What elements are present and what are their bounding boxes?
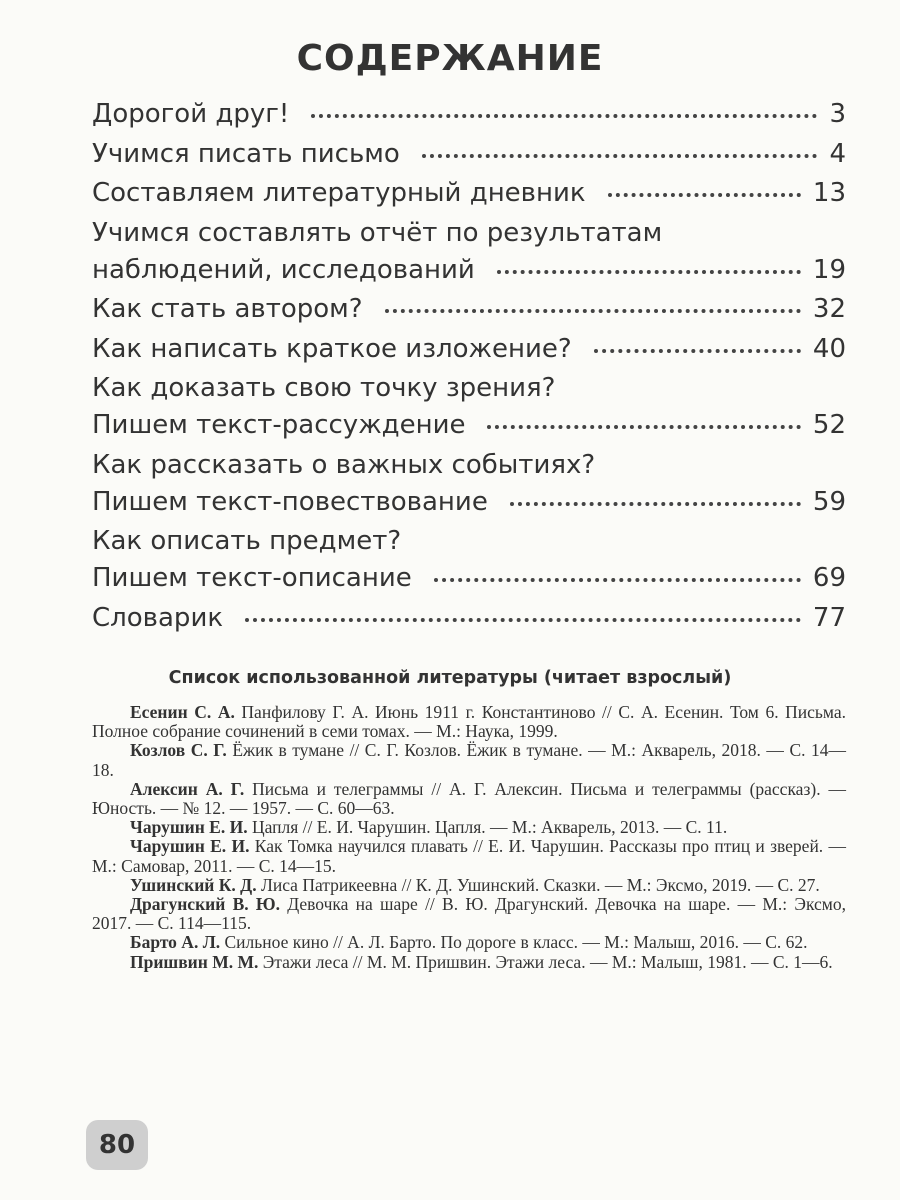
- toc-entry[interactable]: [92, 96, 846, 133]
- toc-page-number: 69: [812, 563, 846, 593]
- bibliography-item: [92, 818, 846, 837]
- toc-page-number: 32: [812, 294, 846, 324]
- bibliography-author: Есенин С. А.: [130, 702, 235, 722]
- toc-entry[interactable]: [92, 215, 846, 289]
- toc-entry-title: Как доказать свою точку зрения?: [92, 373, 556, 403]
- toc-entry-title: Как рассказать о важных событиях?: [92, 449, 596, 480]
- bibliography-item: [92, 895, 846, 933]
- toc-entry-title: Как написать краткое изложение?: [92, 333, 572, 364]
- toc-entry-title: Пишем текст-повествование: [92, 486, 488, 517]
- bibliography-heading: Список использованной литературы (читает взрослый): [168, 668, 732, 688]
- toc-page-number: 59: [812, 486, 846, 517]
- toc-line: [92, 175, 846, 212]
- bibliography-author: Алексин А. Г.: [130, 778, 245, 799]
- toc-entry-title: Пишем текст-описание: [92, 563, 412, 593]
- bibliography-list: [92, 703, 846, 972]
- toc-entry[interactable]: [92, 175, 846, 212]
- dot-leader: [385, 309, 801, 313]
- table-of-contents: [92, 96, 846, 639]
- dot-leader: [510, 502, 801, 506]
- toc-line: [92, 407, 846, 444]
- dot-leader: [608, 193, 801, 197]
- toc-entry[interactable]: [92, 447, 846, 521]
- toc-page-number: 40: [812, 333, 846, 364]
- toc-entry[interactable]: [92, 523, 846, 597]
- bibliography-text: Цапля // Е. И. Чарушин. Цапля. — М.: Акварель, 2013. — С. 11.: [251, 817, 728, 838]
- toc-line: [92, 291, 846, 328]
- toc-line: [92, 215, 846, 252]
- dot-leader: [422, 154, 818, 158]
- toc-entry[interactable]: [92, 291, 846, 328]
- toc-entry[interactable]: [92, 136, 846, 173]
- toc-entry[interactable]: [92, 370, 846, 444]
- dot-leader: [311, 114, 817, 118]
- toc-entry-title: Дорогой друг!: [92, 99, 290, 129]
- dot-leader: [434, 578, 801, 582]
- toc-line: [92, 96, 846, 133]
- toc-entry-title: Учимся составлять отчёт по результатам: [92, 217, 663, 248]
- bibliography-author: Чарушин Е. И.: [130, 817, 248, 838]
- bibliography-author: Барто А. Л.: [130, 932, 221, 953]
- toc-entry-title: Как стать автором?: [92, 294, 363, 324]
- toc-line: [92, 600, 846, 637]
- toc-page-number: 52: [812, 410, 846, 440]
- toc-line: [92, 136, 846, 173]
- bibliography-item: [92, 933, 846, 952]
- toc-entry-title: Пишем текст-рассуждение: [92, 410, 466, 440]
- toc-page-number: 13: [812, 178, 846, 208]
- toc-entry-title: наблюдений, исследований: [92, 254, 475, 285]
- toc-entry-title: Учимся писать письмо: [92, 138, 400, 169]
- toc-line: [92, 331, 846, 368]
- page-title: СОДЕРЖАНИЕ: [296, 38, 604, 79]
- page-number-badge: 80: [86, 1120, 148, 1170]
- toc-line: [92, 252, 846, 289]
- dot-leader: [497, 270, 801, 274]
- toc-line: [92, 484, 846, 521]
- bibliography-text: Этажи леса // М. М. Пришвин. Этажи леса. — М.: Малыш, 1981. — С. 1—6.: [262, 951, 833, 972]
- bibliography-author: Ушинский К. Д.: [130, 874, 257, 895]
- bibliography-text: Письма и телеграммы // А. Г. Алексин. Письма и телеграммы (рассказ). — Юность. — № 12. — 1957. — С. 60—63.: [92, 778, 847, 819]
- bibliography-text: Сильное кино // А. Л. Барто. По дороге в класс. — М.: Малыш, 2016. — С. 62.: [224, 932, 808, 953]
- dot-leader: [487, 425, 800, 429]
- toc-entry-title: Словарик: [92, 602, 224, 633]
- bibliography-item: [92, 703, 846, 741]
- bibliography-item: [92, 741, 846, 779]
- bibliography-author: Драгунский В. Ю.: [130, 894, 280, 915]
- bibliography-text: Ёжик в тумане // С. Г. Козлов. Ёжик в тумане. — М.: Акварель, 2018. — С. 14—18.: [92, 740, 847, 780]
- bibliography-author: Козлов С. Г.: [130, 740, 227, 761]
- bibliography-author: Пришвин М. М.: [130, 951, 259, 972]
- toc-entry[interactable]: [92, 600, 846, 637]
- toc-page-number: 4: [829, 138, 846, 169]
- toc-line: [92, 560, 846, 597]
- bibliography-author: Чарушин Е. И.: [130, 836, 250, 857]
- toc-line: [92, 523, 846, 560]
- bibliography-text: Девочка на шаре // В. Ю. Драгунский. Девочка на шаре. — М.: Эксмо, 2017. — С. 114—115.: [92, 894, 846, 934]
- bibliography-text: Панфилову Г. А. Июнь 1911 г. Константиново // С. А. Есенин. Том 6. Письма. Полное собрание сочинений в семи томах. — М.: Наука, 1999.: [92, 702, 846, 742]
- toc-page-number: 3: [829, 99, 846, 129]
- dot-leader: [594, 349, 801, 353]
- toc-page-number: 19: [812, 254, 846, 285]
- toc-line: [92, 370, 846, 407]
- toc-entry-title: Составляем литературный дневник: [92, 178, 586, 208]
- toc-entry-title: Как описать предмет?: [92, 526, 402, 556]
- bibliography-item: [92, 953, 846, 972]
- bibliography-item: [92, 876, 846, 895]
- bibliography-item: [92, 837, 846, 875]
- bibliography-item: [92, 780, 846, 818]
- bibliography-text: Как Томка научился плавать // Е. И. Чарушин. Рассказы про птиц и зверей. — М.: Самовар, 2011. — С. 14—15.: [92, 836, 846, 876]
- bibliography-text: Лиса Патрикеевна // К. Д. Ушинский. Сказки. — М.: Эксмо, 2019. — С. 27.: [260, 874, 820, 895]
- toc-page-number: 77: [812, 602, 846, 633]
- toc-line: [92, 447, 846, 484]
- toc-entry[interactable]: [92, 331, 846, 368]
- dot-leader: [245, 618, 801, 622]
